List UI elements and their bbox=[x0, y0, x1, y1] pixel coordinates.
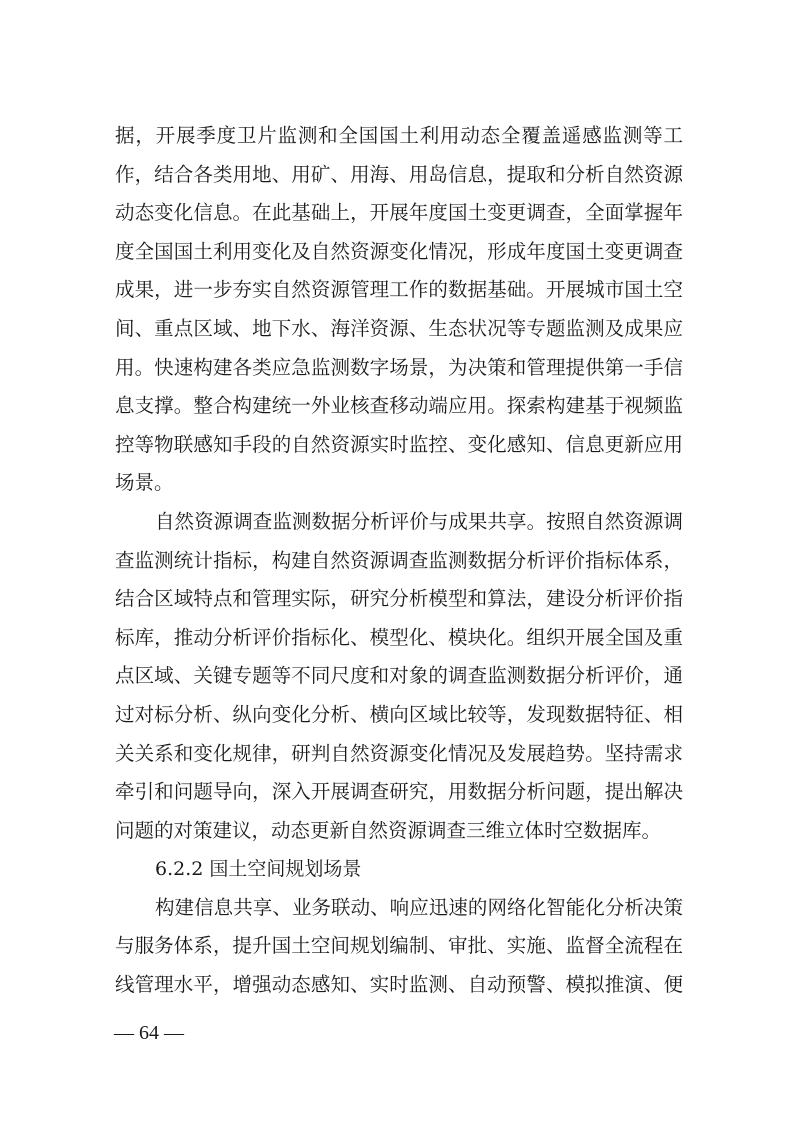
text-line: 动态变化信息。在此基础上，开展年度国土变更调查，全面掌握年 bbox=[115, 201, 683, 225]
text-line: 标库，推动分析评价指标化、模型化、模块化。组织开展全国及重 bbox=[115, 625, 683, 649]
text-line: 过对标分析、纵向变化分析、横向区域比较等，发现数据特征、相 bbox=[115, 702, 683, 726]
text-line: 度全国国土利用变化及自然资源变化情况，形成年度国土变更调查 bbox=[115, 239, 683, 263]
text-line: 用。快速构建各类应急监测数字场景，为决策和管理提供第一手信 bbox=[115, 355, 683, 379]
text-line: 与服务体系，提升国土空间规划编制、审批、实施、监督全流程在 bbox=[115, 934, 683, 958]
text-line: 间、重点区域、地下水、海洋资源、生态状况等专题监测及成果应 bbox=[115, 316, 683, 340]
text-line: 息支撑。整合构建统一外业核查移动端应用。探索构建基于视频监 bbox=[115, 394, 683, 418]
paragraph-survey-monitoring bbox=[115, 117, 683, 503]
section-heading: 6.2.2 国土空间规划场景 bbox=[155, 858, 362, 881]
page-number: — 64 — bbox=[114, 1022, 184, 1044]
text-line: 自然资源调查监测数据分析评价与成果共享。按照自然资源调 bbox=[155, 509, 683, 533]
document-body bbox=[115, 117, 683, 1005]
paragraph-data-analysis bbox=[115, 503, 683, 850]
text-line: 牵引和问题导向，深入开展调查研究，用数据分析问题，提出解决 bbox=[115, 780, 683, 804]
text-line: 成果，进一步夯实自然资源管理工作的数据基础。开展城市国土空 bbox=[115, 278, 683, 302]
paragraph-spatial-planning bbox=[115, 889, 683, 1005]
text-line: 问题的对策建议，动态更新自然资源调查三维立体时空数据库。 bbox=[115, 818, 662, 842]
text-line: 构建信息共享、业务联动、响应迅速的网络化智能化分析决策 bbox=[155, 895, 683, 919]
text-line: 关关系和变化规律，研判自然资源变化情况及发展趋势。坚持需求 bbox=[115, 741, 683, 765]
text-line: 点区域、关键专题等不同尺度和对象的调查监测数据分析评价，通 bbox=[115, 664, 683, 688]
text-line: 场景。 bbox=[115, 471, 174, 495]
text-line: 据，开展季度卫片监测和全国国土利用动态全覆盖遥感监测等工 bbox=[115, 124, 683, 147]
text-line: 控等物联感知手段的自然资源实时监控、变化感知、信息更新应用 bbox=[115, 432, 683, 456]
text-line: 作，结合各类用地、用矿、用海、用岛信息，提取和分析自然资源 bbox=[115, 162, 683, 186]
text-line: 结合区域特点和管理实际，研究分析模型和算法，建设分析评价指 bbox=[115, 587, 683, 611]
text-line: 查监测统计指标，构建自然资源调查监测数据分析评价指标体系， bbox=[115, 548, 683, 572]
text-line: 线管理水平，增强动态感知、实时监测、自动预警、模拟推演、便 bbox=[115, 973, 683, 997]
